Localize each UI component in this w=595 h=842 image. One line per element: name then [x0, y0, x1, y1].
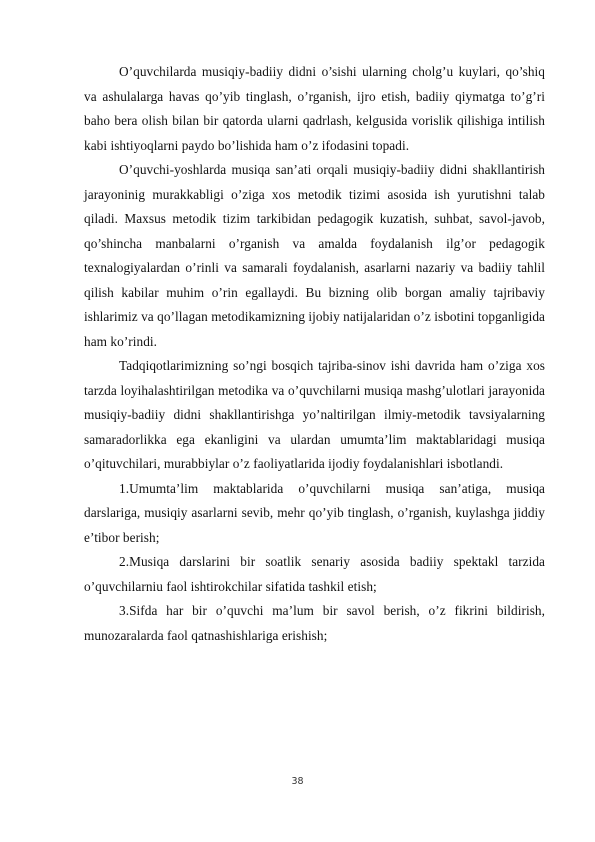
paragraph-musical-taste-growth: O’quvchilarda musiqiy-badiiy didni o’sishi ularning cholg’u kuylari, qo’shiq va ashulalarga havas qo’yib tinglash, o’rganish, ijro etish, badiiy qiymatga to’g’ri baho bera olish bilan bir qatorda ularni qadrlash, kelgusida vorislik qilishiga intilish kabi ishtiyoqlarni paydo bo’lishida ham o’z ifodasini topadi.: [84, 64, 545, 153]
paragraph-methodical-system: O’quvchi-yoshlarda musiqa san’ati orqali musiqiy-badiiy didni shakllantirish jarayoninig murakkabligi o’ziga xos metodik tizimi asosida ish yurutishni talab qiladi. Maxsus metodik tizim tarkibidan pedagogik kuzatish, suhbat, savol-javob, qo’shincha manbalarni o’rganish va amalda foydalanish ilg’or pedagogik texnalogiyalardan o’rinli va samarali foydalanish, asarlarni nazariy va badiiy tahlil qilish kabilar muhim o’rin egallaydi. Bu bizning olib borgan amaliy tajribaviy ishlarimiz va qo’llagan metodikamizning ijobiy natijalaridan o’z isbotini topganligida ham ko’rindi.: [84, 162, 545, 349]
list-item-1: 1.Umumta’lim maktablarida o’quvchilarni musiqa san’atiga, musiqa darslariga, musiqiy asarlarni sevib, mehr qo’yib tinglash, o’rganish, kuylashga jiddiy e’tibor berish;: [84, 480, 545, 545]
page-number: 38: [291, 776, 304, 787]
list-item-3: 3.Sifda har bir o’quvchi ma’lum bir savol berish, o’z fikrini bildirish, munozaralarda faol qatnashishlariga erishish;: [84, 603, 545, 643]
paragraph-research-results: Tadqiqotlarimizning so’ngi bosqich tajriba-sinov ishi davrida ham o’ziga xos tarzda loyihalashtirilgan metodika va o’quvchilarni musiqa mashg’ulotlari jarayonida musiqiy-badiiy didni shakllantirishga yo’naltirilgan ilmiy-metodik tavsiyalarning samaradorlikka ega ekanligini va ulardan umumta’lim maktablaridagi musiqa o’qituvchilari, murabbiylar o’z faoliyatlarida ijodiy foydalanishlari isbotlandi.: [84, 358, 545, 471]
list-item-2: 2.Musiqa darslarini bir soatlik senariy asosida badiiy spektakl tarzida o’quvchilarniu faol ishtirokchilar sifatida tashkil etish;: [84, 554, 545, 594]
document-body: [84, 60, 545, 648]
